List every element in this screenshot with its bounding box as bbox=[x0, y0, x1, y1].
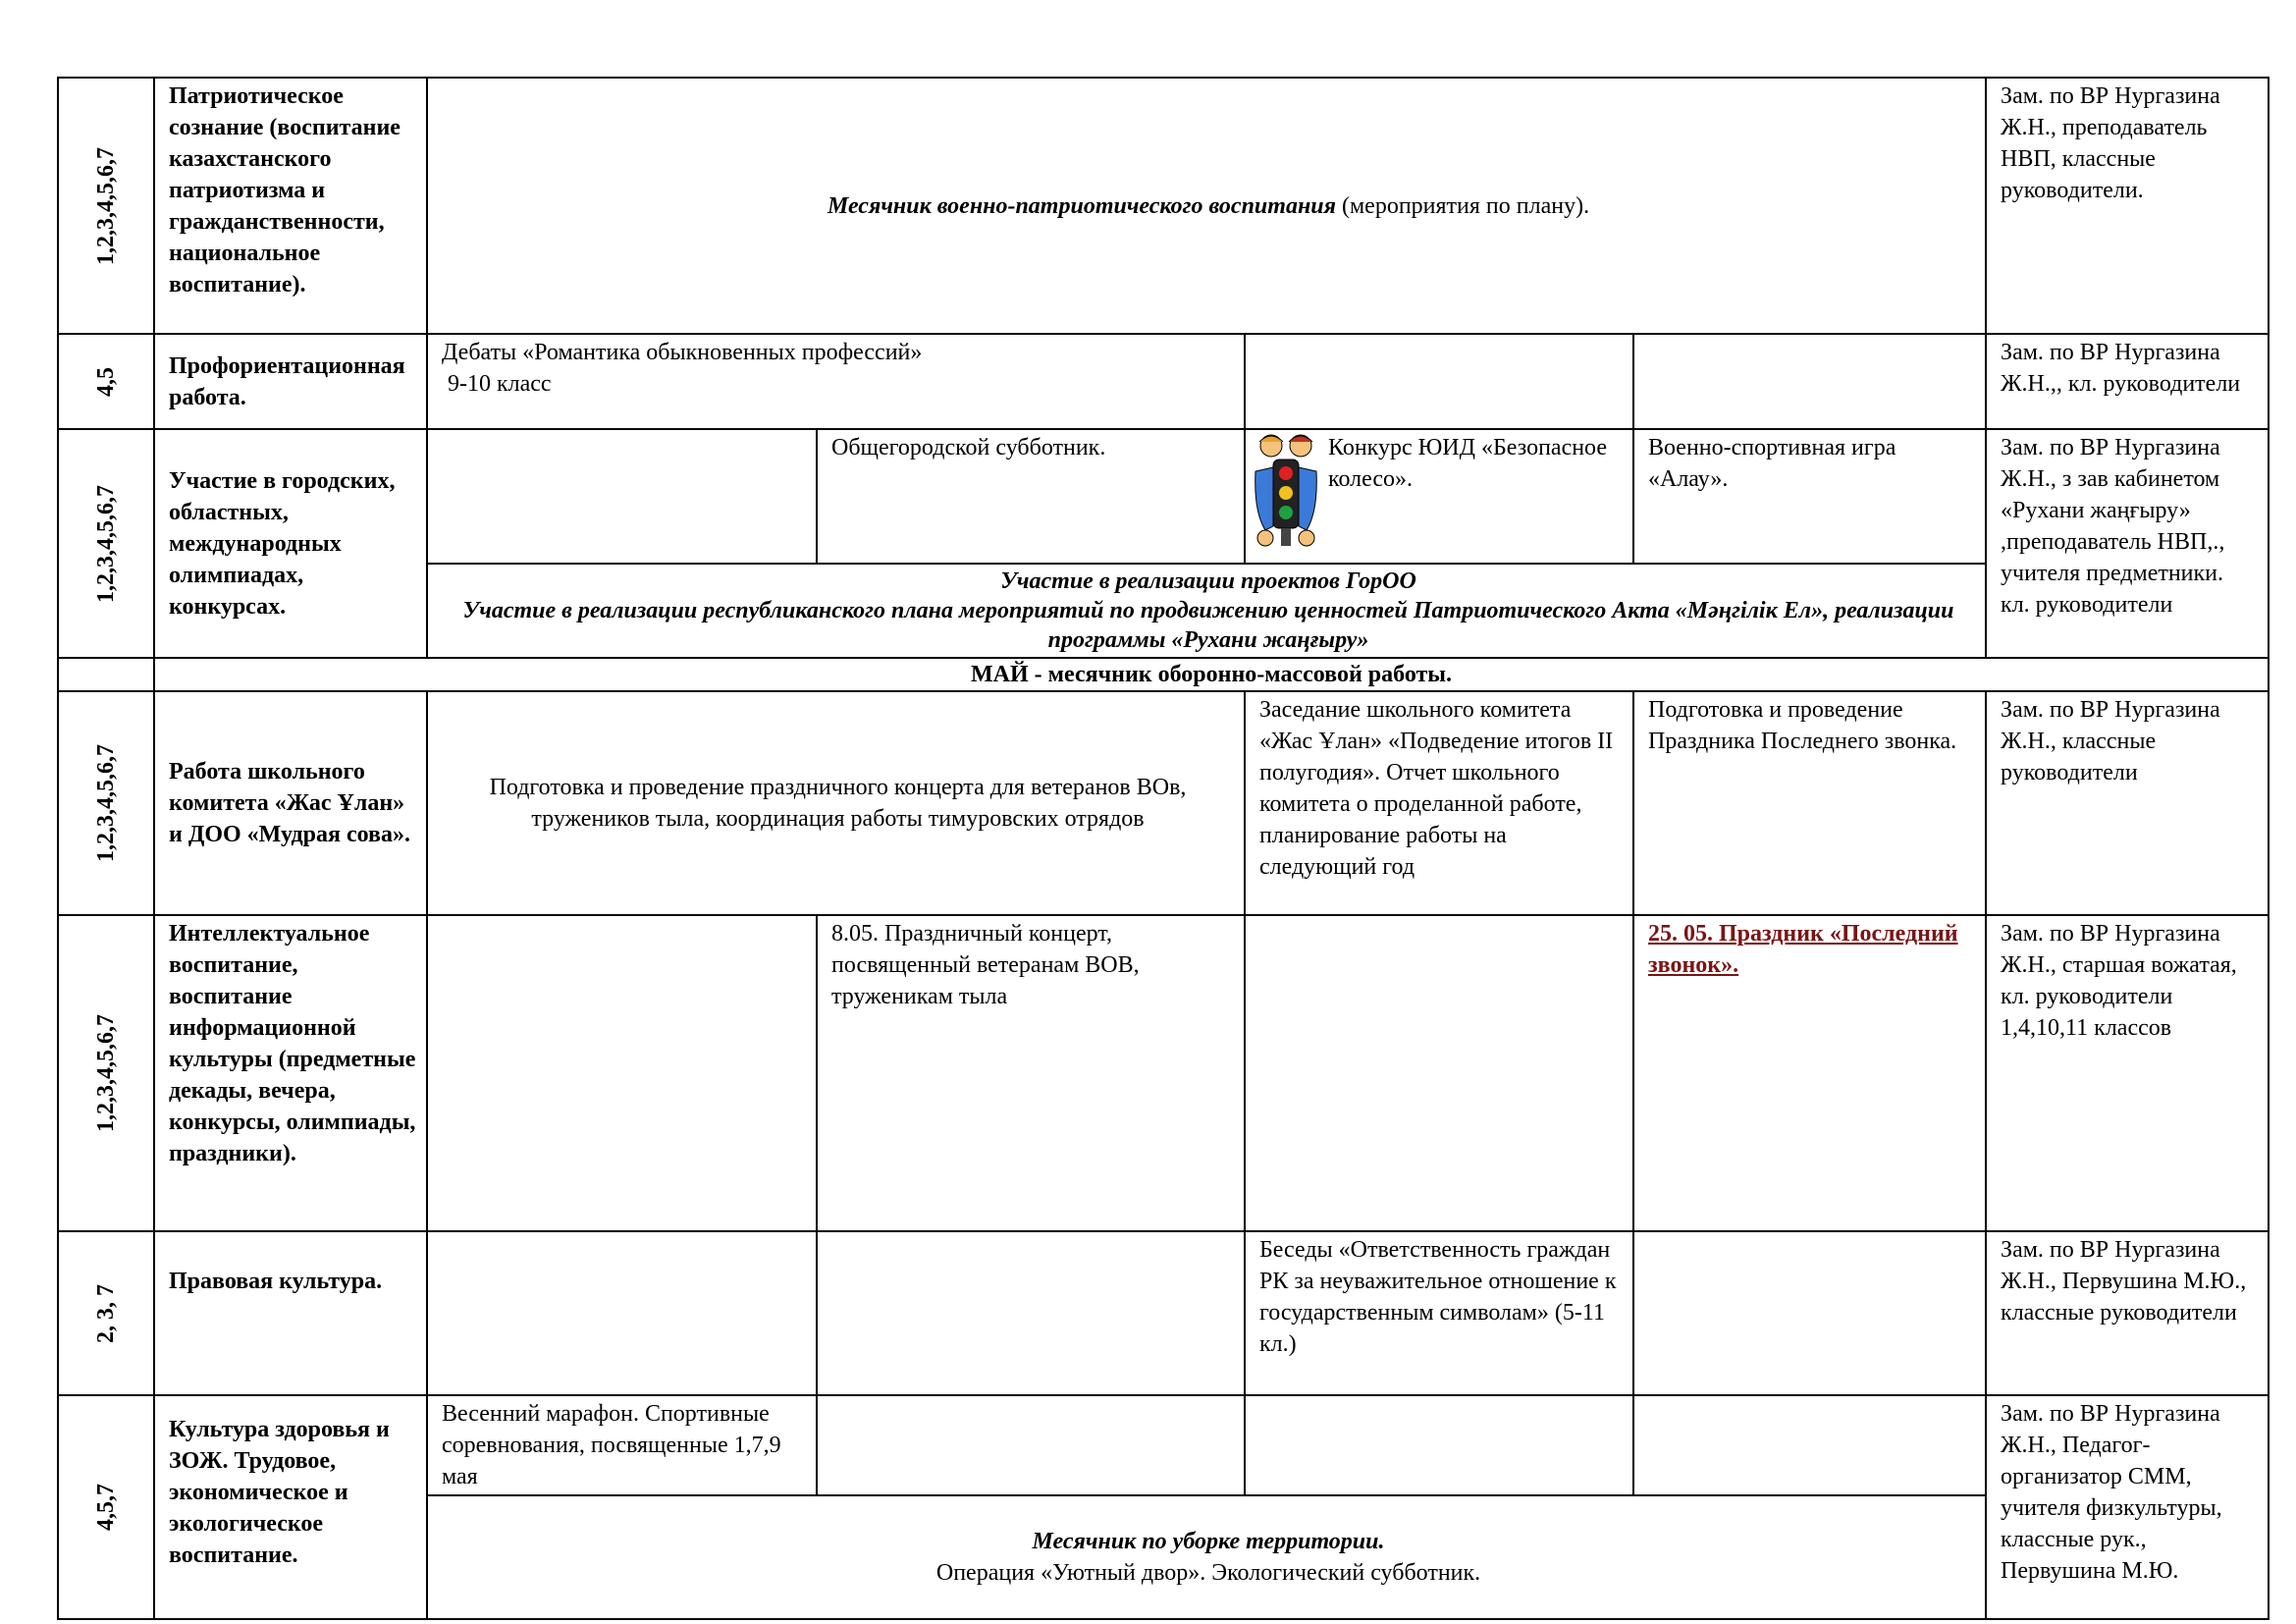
row-number: 4,5 bbox=[93, 366, 119, 397]
empty-cell bbox=[1633, 1395, 1986, 1495]
row-number: 1,2,3,4,5,6,7 bbox=[93, 484, 119, 603]
table-row bbox=[58, 334, 2269, 429]
event-note: (мероприятия по плану). bbox=[1335, 192, 1590, 219]
direction-cell: Профориентационная работа. bbox=[154, 334, 427, 429]
direction-cell: Патриотическое сознание (воспитание казахстанского патриотизма и гражданственности, национальное воспитание). bbox=[154, 78, 427, 334]
event-cell bbox=[427, 78, 1986, 334]
row-number: 4,5,7 bbox=[93, 1484, 119, 1531]
event-cell bbox=[1633, 915, 1986, 1231]
direction-cell: Интеллектуальное воспитание, воспитание информационной культуры (предметные декады, вечера, конкурсы, олимпиады, праздники). bbox=[154, 915, 427, 1231]
event-title: Месячник военно-патриотического воспитания bbox=[827, 192, 1336, 219]
event-cell bbox=[427, 334, 1245, 429]
direction-cell: Правовая культура. bbox=[154, 1231, 427, 1395]
cleanup-title: Месячник по уборке территории. bbox=[1032, 1529, 1385, 1554]
responsible-cell: Зам. по ВР Нургазина Ж.Н., з зав кабинетом «Рухани жаңғыру» ,преподаватель НВП,., учителя предметники. кл. руководители bbox=[1986, 429, 2269, 658]
empty-cell bbox=[58, 658, 154, 691]
empty-cell bbox=[817, 1395, 1245, 1495]
responsible-cell: Зам. по ВР Нургазина Ж.Н.,, кл. руководители bbox=[1986, 334, 2269, 429]
empty-cell bbox=[427, 915, 817, 1231]
table-row bbox=[58, 915, 2269, 1231]
responsible-cell: Зам. по ВР Нургазина Ж.Н., Первушина М.Ю., классные руководители bbox=[1986, 1231, 2269, 1395]
projects-line: Участие в реализации проектов ГорОО bbox=[1000, 568, 1416, 594]
direction-cell: Работа школьного комитета «Жас Ұлан» и ДОО «Мудрая сова». bbox=[154, 691, 427, 915]
cleanup-text: Операция «Уютный двор». Экологический субботник. bbox=[935, 1560, 1481, 1586]
event-cell: Беседы «Ответственность граждан РК за неуважительное отношение к государственным символам» (5-11 кл.) bbox=[1245, 1231, 1633, 1395]
empty-cell bbox=[427, 1231, 817, 1395]
responsible-cell: Зам. по ВР Нургазина Ж.Н., Педагог-организатор СММ, учителя физкультуры, классные рук., Первушина М.Ю. bbox=[1986, 1395, 2269, 1619]
empty-cell bbox=[1633, 1231, 1986, 1395]
table-row bbox=[58, 1231, 2269, 1395]
event-cell: Подготовка и проведение праздничного концерта для ветеранов ВОв, тружеников тыла, координация работы тимуровских отрядов bbox=[427, 691, 1245, 915]
last-bell-event: 25. 05. Праздник «Последний звонок». bbox=[1648, 921, 1958, 978]
event-cell: Заседание школьного комитета «Жас Ұлан» «Подведение итогов II полугодия». Отчет школьного комитета о проделанной работе, планирование работы на следующий год bbox=[1245, 691, 1633, 915]
responsible-cell: Зам. по ВР Нургазина Ж.Н., классные руководители bbox=[1986, 691, 2269, 915]
event-text: Дебаты «Романтика обыкновенных профессий» bbox=[442, 340, 923, 365]
projects-cell bbox=[427, 564, 1986, 658]
education-plan-table bbox=[57, 77, 2269, 1620]
event-cell bbox=[1245, 429, 1633, 564]
row-number-cell bbox=[58, 1231, 154, 1395]
cleanup-cell bbox=[427, 1495, 1986, 1619]
row-number-cell bbox=[58, 915, 154, 1231]
event-cell: Подготовка и проведение Праздника Последнего звонка. bbox=[1633, 691, 1986, 915]
empty-cell bbox=[817, 1231, 1245, 1395]
event-cell: Весенний марафон. Спортивные соревнования, посвященные 1,7,9 мая bbox=[427, 1395, 817, 1495]
row-number: 1,2,3,4,5,6,7 bbox=[93, 1014, 119, 1132]
row-number-cell bbox=[58, 334, 154, 429]
direction-cell: Культура здоровья и ЗОЖ. Трудовое, экономическое и экологическое воспитание. bbox=[154, 1395, 427, 1619]
empty-cell bbox=[1245, 334, 1633, 429]
table-row bbox=[58, 429, 2269, 564]
event-text: Конкурс ЮИД «Безопасное колесо». bbox=[1328, 435, 1608, 492]
traffic-light-kids-icon bbox=[1252, 432, 1320, 548]
empty-cell bbox=[1633, 334, 1986, 429]
row-number: 1,2,3,4,5,6,7 bbox=[93, 146, 119, 265]
row-number-cell bbox=[58, 78, 154, 334]
table-row bbox=[58, 78, 2269, 334]
direction-cell: Участие в городских, областных, международных олимпиадах, конкурсах. bbox=[154, 429, 427, 658]
table-row bbox=[58, 1395, 2269, 1495]
table-row bbox=[58, 658, 2269, 691]
event-cell: 8.05. Праздничный концерт, посвященный ветеранам ВОВ, труженикам тыла bbox=[817, 915, 1245, 1231]
row-number-cell bbox=[58, 1395, 154, 1619]
table-row bbox=[58, 691, 2269, 915]
event-grades: 9-10 класс bbox=[442, 371, 552, 397]
event-cell: Общегородской субботник. bbox=[817, 429, 1245, 564]
responsible-cell: Зам. по ВР Нургазина Ж.Н., преподаватель НВП, классные руководители. bbox=[1986, 78, 2269, 334]
row-number: 2, 3, 7 bbox=[93, 1283, 119, 1343]
empty-cell bbox=[1245, 915, 1633, 1231]
row-number-cell bbox=[58, 429, 154, 658]
responsible-cell: Зам. по ВР Нургазина Ж.Н., старшая вожатая, кл. руководители 1,4,10,11 классов bbox=[1986, 915, 2269, 1231]
event-cell: Военно-спортивная игра «Алау». bbox=[1633, 429, 1986, 564]
empty-cell bbox=[1245, 1395, 1633, 1495]
empty-cell bbox=[427, 429, 817, 564]
row-number: 1,2,3,4,5,6,7 bbox=[93, 744, 119, 862]
projects-line: Участие в реализации республиканского плана мероприятий по продвижению ценностей Патриотического Акта «Мәңгілік Ел», реализации программы «Рухани жаңғыру» bbox=[462, 598, 1954, 653]
section-header: МАЙ - месячник оборонно-массовой работы. bbox=[154, 658, 2269, 691]
row-number-cell bbox=[58, 691, 154, 915]
